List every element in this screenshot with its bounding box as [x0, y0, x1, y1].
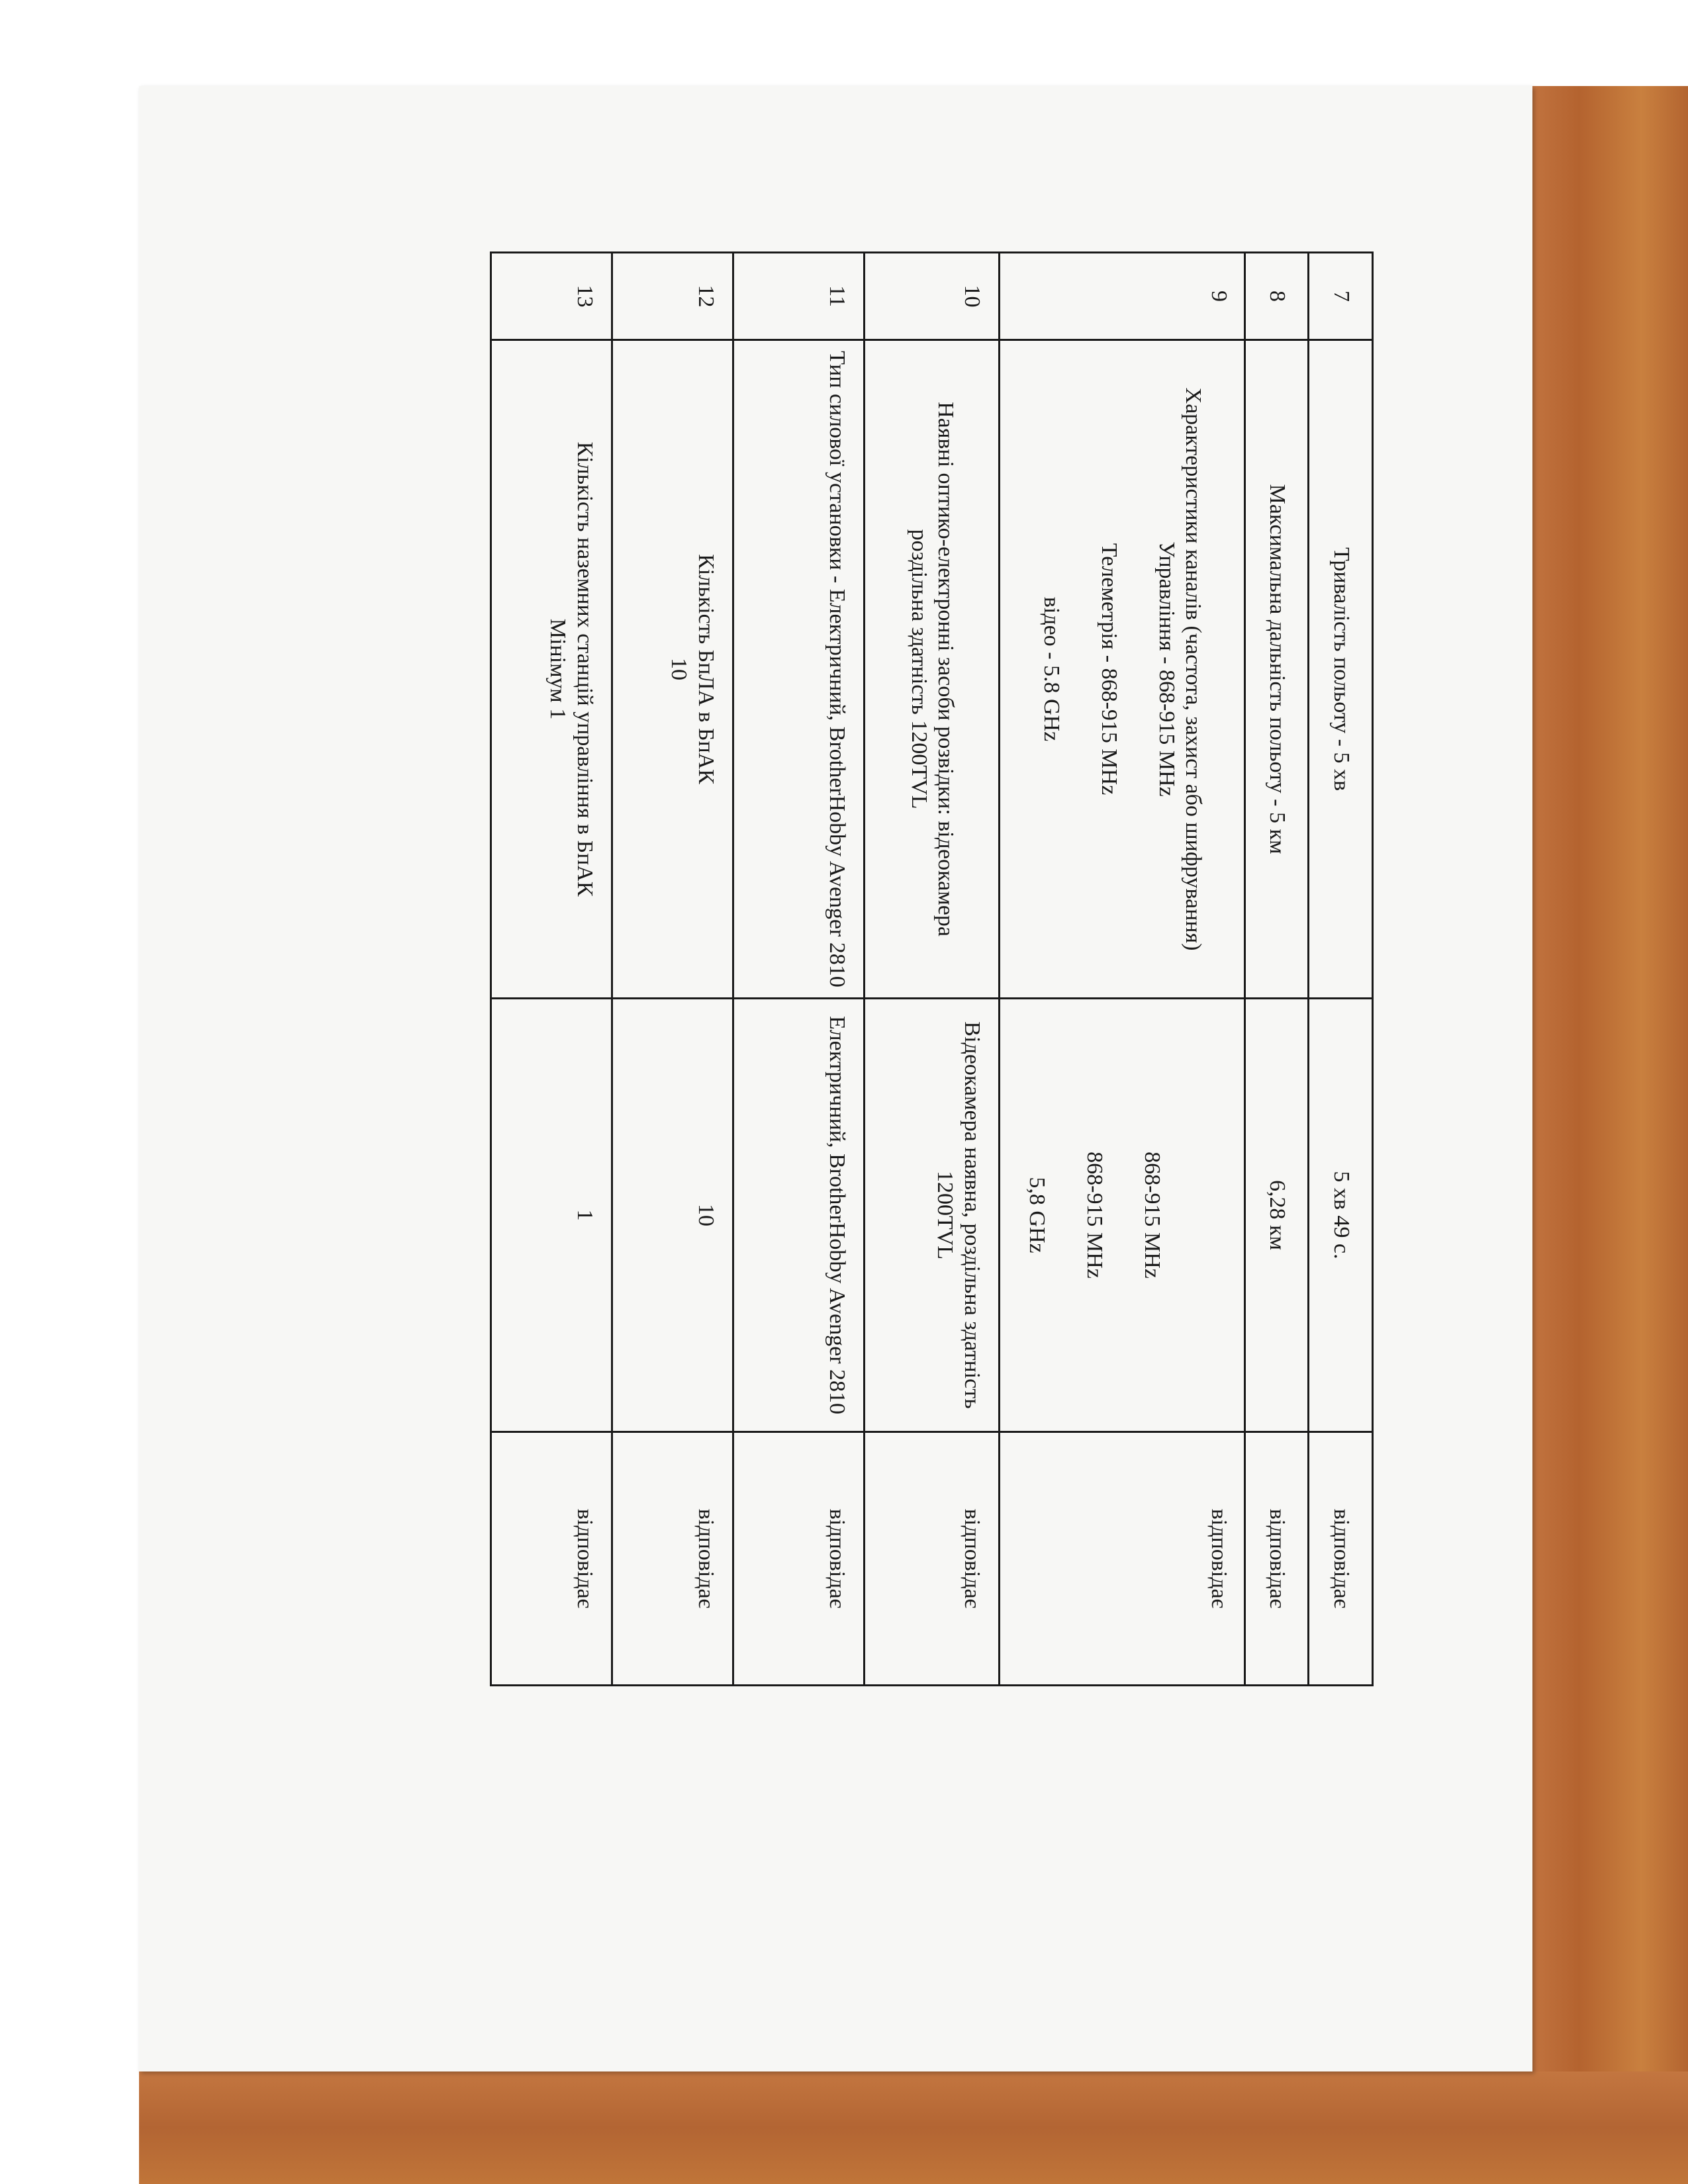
- row-number: 10: [865, 253, 999, 340]
- table-row: [733, 253, 865, 1686]
- status-cell: відповідає: [612, 1432, 733, 1686]
- rotated-spec-table-wrapper: [490, 251, 1374, 1684]
- status-cell: відповідає: [1309, 1432, 1373, 1686]
- actual-value-cell: 6,28 км: [1244, 999, 1309, 1432]
- row-number: 13: [491, 253, 612, 340]
- row-number: 9: [999, 253, 1244, 340]
- status-cell: відповідає: [865, 1432, 999, 1686]
- table-row: [1309, 253, 1373, 1686]
- row-number: 8: [1244, 253, 1309, 340]
- status-cell: відповідає: [1244, 1432, 1309, 1686]
- status-cell: відповідає: [999, 1432, 1244, 1686]
- actual-value-cell: Відеокамера наявна, роздільна здатність 1200TVL: [865, 999, 999, 1432]
- table-surface-right: [1532, 86, 1688, 2184]
- actual-value-cell: 1: [491, 999, 612, 1432]
- specification-table: [490, 251, 1374, 1686]
- requirement-cell: Тип силової установки - Електричний, BrotherHobby Avenger 2810: [733, 340, 865, 999]
- requirement-cell: Тривалість польоту - 5 хв: [1309, 340, 1373, 999]
- actual-value-cell: Електричний, BrotherHobby Avenger 2810: [733, 999, 865, 1432]
- table-row: [612, 253, 733, 1686]
- table-surface-bottom: [139, 2071, 1688, 2184]
- table-row: [999, 253, 1244, 1686]
- requirement-cell: Наявні оптико-електронні засоби розвідки: відеокамера роздільна здатність 1200TVL: [865, 340, 999, 999]
- actual-value-cell: 10: [612, 999, 733, 1432]
- row-number: 11: [733, 253, 865, 340]
- status-cell: відповідає: [733, 1432, 865, 1686]
- table-row: [491, 253, 612, 1686]
- actual-value-cell: 868-915 MHz 868-915 MHz 5,8 GHz: [999, 999, 1244, 1432]
- requirement-cell: Кількість БпЛА в БпАК 10: [612, 340, 733, 999]
- row-number: 12: [612, 253, 733, 340]
- table-row: [1244, 253, 1309, 1686]
- requirement-cell: Характеристики каналів (частота, захист або шифрування) Управління - 868-915 MHz Телеметрія - 868-915 MHz відео - 5.8 GHz: [999, 340, 1244, 999]
- requirement-cell: Максимальна дальність польоту - 5 км: [1244, 340, 1309, 999]
- requirement-cell: Кількість наземних станцій управління в БпАК Мінімум 1: [491, 340, 612, 999]
- table-row: [865, 253, 999, 1686]
- actual-value-cell: 5 хв 49 с.: [1309, 999, 1373, 1432]
- row-number: 7: [1309, 253, 1373, 340]
- status-cell: відповідає: [491, 1432, 612, 1686]
